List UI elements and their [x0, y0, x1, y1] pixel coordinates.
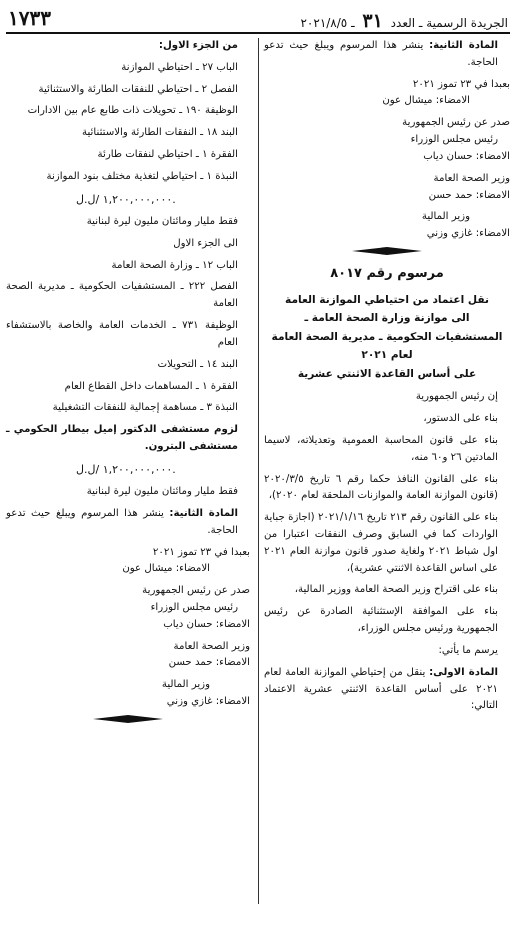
hospital-purpose: لزوم مستشفى الدكتور إميل بيطار الحكومي ـ مستشفى البترون.	[6, 424, 238, 453]
decree-date: بعبدا في ٢٣ تموز ٢٠٢١	[412, 78, 510, 90]
paragraph-1: الفقرة ١ ـ احتياطي لنفقات طارئة	[97, 149, 238, 161]
gazette-name: الجريدة الرسمية ـ العدد	[390, 16, 508, 30]
separator-ornament	[352, 247, 422, 255]
pm-title-left: رئيس مجلس الوزراء	[150, 601, 238, 613]
chapter-12: الباب ١٢ ـ وزارة الصحة العامة	[111, 259, 238, 271]
preamble-budget-law: بناء على القانون النافذ حكما رقم ٦ تاريخ ٢٠٢٠/٣/٥ (قانون الموازنة العامة والموازنات الملحقة لعام ٢٠٢٠)،	[264, 473, 499, 502]
article-two-label: المادة الثانية:	[429, 40, 498, 51]
subject-line-2: الى موازنة وزارة الصحة العامة ـ	[304, 312, 470, 325]
signature-pm-left: الامضاء: حسان دياب	[163, 618, 250, 630]
finance-minister-title: وزير المالية	[421, 211, 470, 223]
preamble-decrees: يرسم ما يأتي:	[438, 644, 498, 656]
page-header	[8, 6, 508, 32]
pm-title: رئيس مجلس الوزراء	[410, 134, 498, 146]
signature-finance-left: الامضاء: غازي وزني	[166, 696, 250, 708]
signature-health: الامضاء: حمد حسن	[428, 189, 510, 201]
subject-line-5: على أساس القاعدة الاثنتي عشرية	[297, 367, 477, 380]
preamble-law-213: بناء على القانون رقم ٢١٣ تاريخ ٢٠٢١/١/١٦ (اجازة جباية الواردات كما في السابق وصرف النفقات اعتبارا من اول شباط ٢٠٢١ ولغاية صدور قانون موازنة العام ٢٠٢١ على اساس القاعدة الاثنتي عشرية)،	[264, 512, 499, 574]
article-two-text: ينشر هذا المرسوم ويبلغ حيث تدعو الحاجة.	[264, 40, 498, 68]
issue-date: ـ ٢٠٢١/٨/٥	[300, 16, 355, 30]
finance-minister-title-left: وزير المالية	[161, 679, 210, 691]
amount-figure-2: ١,٢٠٠,٠٠٠,٠٠٠ /ل.ل.	[76, 462, 176, 476]
preamble-president: إن رئيس الجمهورية	[415, 391, 498, 403]
page-number: ١٧٣٣	[8, 6, 51, 30]
article-one	[264, 665, 510, 715]
preamble-accounting-law: بناء على قانون المحاسبة العمومية وتعديلاته، لاسيما المادتين ٢٦ و٦٠ منه،	[264, 434, 498, 463]
issued-by-left: صدر عن رئيس الجمهورية	[142, 585, 250, 597]
article-one-label: المادة الاولى:	[429, 666, 498, 678]
issued-by: صدر عن رئيس الجمهورية	[402, 117, 510, 129]
article-two-left-text: ينشر هذا المرسوم ويبلغ حيث تدعو الحاجة.	[6, 507, 238, 536]
function-731: الوظيفة ٧٣١ ـ الخدمات العامة والخاصة بالاستشفاء العام	[6, 320, 239, 348]
column-divider	[258, 38, 259, 904]
gazette-title	[300, 10, 508, 32]
from-part-one: من الجزء الاول:	[158, 40, 238, 51]
section-2: الفصل ٢ ـ احتياطي للنفقات الطارئة والاستثنائية	[38, 83, 238, 95]
subject-line-3: المستشفيات الحكومية ـ مديرية الصحة العامة	[271, 330, 503, 343]
issue-number: ٣١	[362, 10, 383, 32]
preamble-proposal: بناء على اقتراح وزير الصحة العامة ووزير المالية،	[294, 584, 498, 596]
function-190: الوظيفة ١٩٠ ـ تحويلات ذات طابع عام بين الادارات	[27, 105, 238, 117]
signature-health-left: الامضاء: حمد حسن	[168, 657, 250, 669]
subject-line-1: نقل اعتماد من احتياطي الموازنة العامة	[285, 293, 489, 306]
to-part-one: الى الجزء الاول	[173, 237, 238, 249]
item-18: البند ١٨ ـ النفقات الطارئة والاستثنائية	[82, 127, 238, 139]
signature-finance: الامضاء: غازي وزني	[426, 228, 510, 240]
left-column	[6, 38, 250, 731]
article-two-left	[6, 506, 250, 540]
amount-words-1: فقط مليار ومائتان مليون ليرة لبنانية	[86, 215, 238, 227]
signature-president-left: الامضاء: ميشال عون	[122, 563, 210, 575]
sub-paragraph-3: النبذة ٣ ـ مساهمة إجمالية للنفقات التشغيلية	[52, 402, 238, 414]
amount-words-2: فقط مليار ومائتان مليون ليرة لبنانية	[86, 486, 238, 498]
decree-title: مرسوم رقم ٨٠١٧	[330, 266, 444, 282]
sub-paragraph-1: النبذة ١ ـ احتياطي لتغذية مختلف بنود الموازنة	[46, 170, 238, 182]
article-one-text: ينقل من إحتياطي الموازنة العامة لعام ٢٠٢١ على أساس القاعدة الاثنتي عشرية الاعتماد التالي:	[264, 666, 498, 712]
section-222: الفصل ٢٢٢ ـ المستشفيات الحكومية ـ مديرية الصحة العامة	[6, 281, 238, 310]
chapter-27: الباب ٢٧ ـ احتياطي الموازنة	[121, 61, 238, 73]
signature-pm: الامضاء: حسان دياب	[423, 150, 510, 162]
paragraph-1b: الفقرة ١ ـ المساهمات داخل القطاع العام	[64, 380, 238, 392]
health-minister-title: وزير الصحة العامة	[433, 172, 510, 184]
preamble-approval: بناء على الموافقة الإستثنائية الصادرة عن رئيس الجمهورية ورئيس مجلس الوزراء،	[264, 606, 498, 635]
preamble-constitution: بناء على الدستور،	[423, 413, 498, 425]
article-two	[264, 38, 510, 72]
amount-figure-1: ١,٢٠٠,٠٠٠,٠٠٠ /ل.ل.	[76, 192, 176, 206]
right-column	[264, 38, 510, 720]
item-14: البند ١٤ ـ التحويلات	[157, 358, 238, 370]
header-rule	[6, 32, 510, 34]
article-two-left-label: المادة الثانية:	[169, 507, 238, 519]
decree-subject	[264, 291, 510, 384]
signature-president: الامضاء: ميشال عون	[382, 95, 470, 107]
separator-ornament-left	[93, 715, 163, 723]
decree-date-left: بعبدا في ٢٣ تموز ٢٠٢١	[152, 546, 250, 558]
health-minister-title-left: وزير الصحة العامة	[173, 640, 250, 652]
subject-line-4: لعام ٢٠٢١	[361, 349, 413, 362]
